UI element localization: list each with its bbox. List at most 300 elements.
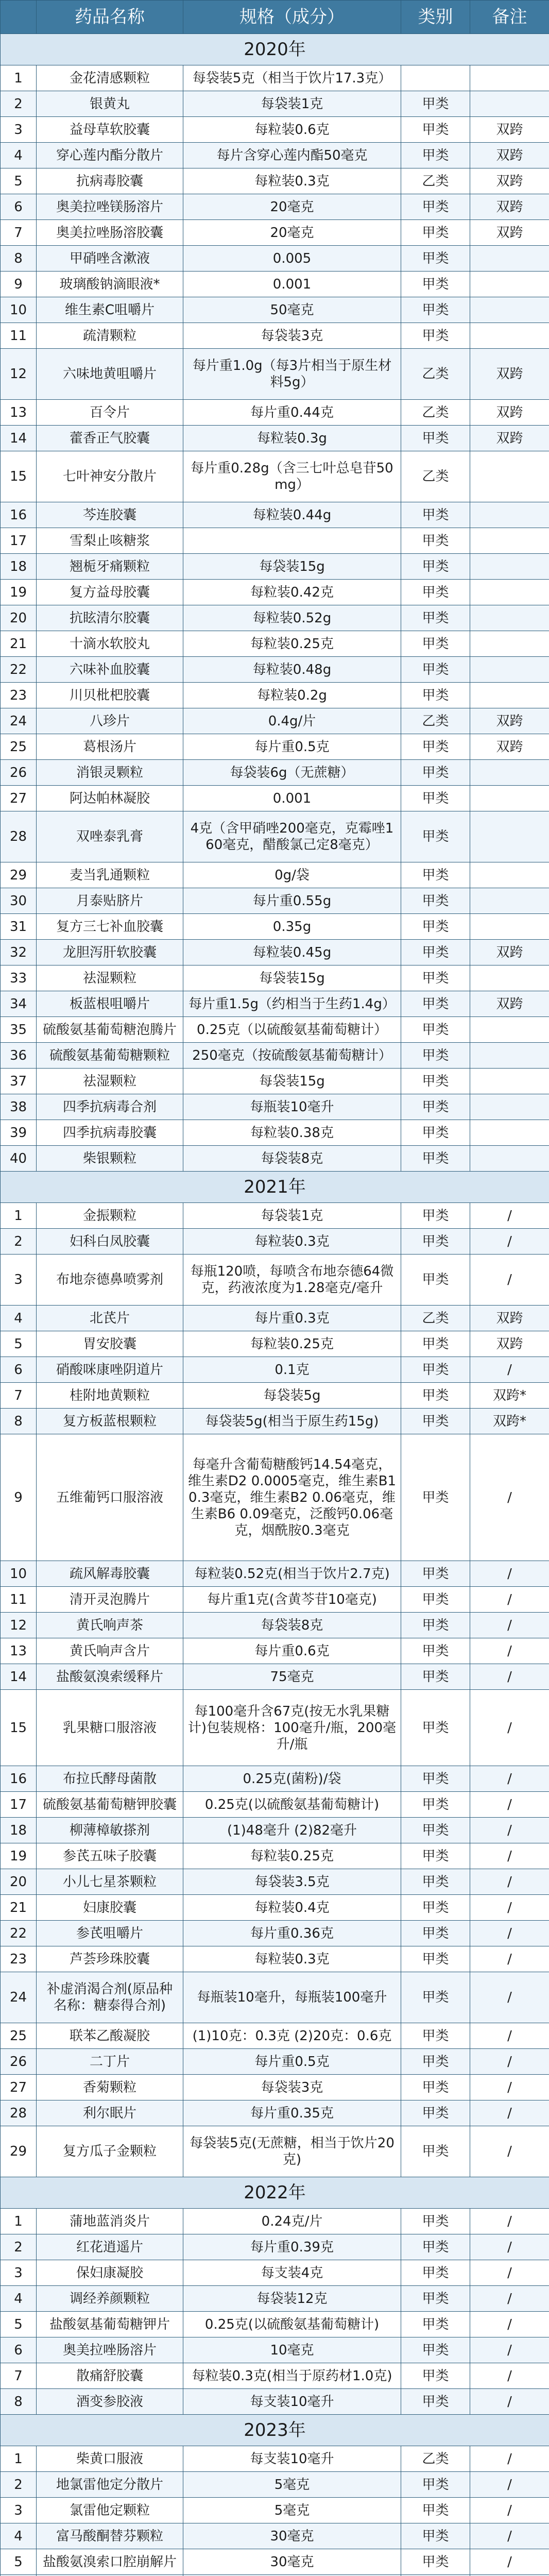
cell-note: 双跨* [470,1383,549,1409]
cell-drug-name: 葛根汤片 [37,734,183,760]
table-row [1,2498,549,2523]
cell-category: 甲类 [401,2260,470,2286]
table-row [1,940,549,965]
cell-note: / [470,2075,549,2100]
cell-note: / [470,2100,549,2126]
cell-specification: 0.25克(菌粉)/袋 [183,1766,401,1792]
cell-drug-name: 柴黄口服液 [37,2446,183,2472]
cell-index: 13 [1,1638,37,1664]
cell-specification: 20毫克 [183,194,401,220]
year-label: 2023年 [1,2415,549,2446]
cell-specification: 每片重0.5克 [183,2049,401,2075]
cell-index: 2 [1,1229,37,1255]
cell-specification: 每片重0.55g [183,888,401,914]
cell-note: / [470,1613,549,1638]
cell-category: 甲类 [401,1120,470,1146]
cell-index: 3 [1,2498,37,2523]
cell-category: 甲类 [401,528,470,554]
cell-drug-name: 奥美拉唑镁肠溶片 [37,194,183,220]
cell-note: 双跨 [470,426,549,451]
cell-drug-name: 祛湿颗粒 [37,965,183,991]
cell-category: 甲类 [401,1690,470,1766]
cell-category: 甲类 [401,1561,470,1587]
cell-drug-name: 红花逍遥片 [37,2234,183,2260]
table-row [1,1587,549,1613]
cell-specification: 每粒装0.6克 [183,117,401,143]
cell-specification: 每片重0.3克 [183,1306,401,1331]
cell-category: 甲类 [401,862,470,888]
cell-specification: 每片重0.28g（含三七叶总皂苷50mg） [183,451,401,502]
cell-index: 1 [1,65,37,91]
cell-drug-name: 四季抗病毒合剂 [37,1094,183,1120]
cell-category: 甲类 [401,965,470,991]
cell-drug-name: 翘栀牙痛颗粒 [37,554,183,580]
cell-note: 双跨 [470,1306,549,1331]
cell-drug-name: 穿心莲内酯分散片 [37,143,183,168]
cell-category: 甲类 [401,605,470,631]
cell-specification: 每片含穿心莲内酯50毫克 [183,143,401,168]
cell-index: 9 [1,1434,37,1561]
cell-note: / [470,2523,549,2549]
cell-note: / [470,1229,549,1255]
cell-drug-name: 联苯乙酸凝胶 [37,2023,183,2049]
cell-category: 甲类 [401,1146,470,1172]
cell-specification: 0.001 [183,786,401,811]
table-row [1,2472,549,2498]
cell-drug-name: 北芪片 [37,1306,183,1331]
cell-index: 22 [1,657,37,683]
cell-note: / [470,2363,549,2389]
cell-index: 4 [1,1306,37,1331]
cell-index: 23 [1,683,37,708]
table-row [1,2337,549,2363]
cell-note [470,631,549,657]
cell-specification: 每粒装0.3克 [183,1946,401,1972]
cell-drug-name: 复方益母胶囊 [37,580,183,605]
cell-note [470,657,549,683]
cell-note: / [470,2209,549,2234]
cell-note [470,1043,549,1069]
cell-index: 6 [1,2337,37,2363]
table-row [1,2446,549,2472]
cell-category: 甲类 [401,246,470,272]
cell-index: 6 [1,194,37,220]
cell-note: / [470,2286,549,2312]
table-row [1,65,549,91]
cell-index: 18 [1,554,37,580]
table-row [1,1434,549,1561]
cell-note [470,888,549,914]
cell-specification: 每片重0.44克 [183,400,401,426]
cell-category [401,65,470,91]
year-label: 2022年 [1,2177,549,2209]
table-row [1,2075,549,2100]
cell-note: / [470,2498,549,2523]
cell-specification: 每袋装3克 [183,323,401,349]
year-label: 2021年 [1,1172,549,1203]
cell-note: / [470,1895,549,1921]
cell-category: 甲类 [401,914,470,940]
cell-category: 甲类 [401,734,470,760]
cell-drug-name: 黄氏响声茶 [37,1613,183,1638]
year-section-row [1,2177,549,2209]
cell-specification: 20毫克 [183,220,401,246]
cell-note: / [470,2023,549,2049]
cell-specification: 0.1克 [183,1357,401,1383]
table-row [1,1766,549,1792]
cell-specification: 0.25克(以硫酸氨基葡萄糖计) [183,1792,401,1818]
cell-category: 甲类 [401,1843,470,1869]
cell-drug-name: 银黄丸 [37,91,183,117]
table-header-row [1,1,549,34]
cell-specification: 每片重1克(含黄芩苷10毫克) [183,1587,401,1613]
table-row [1,91,549,117]
cell-index: 8 [1,246,37,272]
cell-note [470,760,549,786]
cell-category: 甲类 [401,2363,470,2389]
cell-index: 5 [1,1331,37,1357]
cell-drug-name: 龙胆泻肝软胶囊 [37,940,183,965]
cell-category: 甲类 [401,1946,470,1972]
cell-index: 26 [1,760,37,786]
cell-category: 甲类 [401,426,470,451]
cell-index: 17 [1,1792,37,1818]
cell-specification: 每片重1.0g（每3片相当于原生材料5g） [183,349,401,400]
cell-specification: 每支装4克 [183,2260,401,2286]
cell-note: 双跨 [470,940,549,965]
table-row [1,2209,549,2234]
cell-category: 甲类 [401,1357,470,1383]
cell-drug-name: 疏清颗粒 [37,323,183,349]
cell-index: 4 [1,2286,37,2312]
cell-category: 甲类 [401,2234,470,2260]
cell-specification: 每粒装0.52g [183,605,401,631]
cell-category: 甲类 [401,1895,470,1921]
cell-category: 乙类 [401,708,470,734]
cell-note [470,1120,549,1146]
cell-index: 29 [1,2126,37,2177]
cell-note: / [470,2389,549,2415]
cell-drug-name: 阿达帕林凝胶 [37,786,183,811]
cell-drug-name: 氯雷他定颗粒 [37,2498,183,2523]
cell-note: / [470,1972,549,2023]
cell-index: 35 [1,1017,37,1043]
cell-category: 甲类 [401,940,470,965]
cell-drug-name: 布地奈德鼻喷雾剂 [37,1255,183,1306]
cell-index: 2 [1,2234,37,2260]
table-row [1,554,549,580]
cell-note: / [470,2234,549,2260]
cell-note: / [470,2337,549,2363]
table-row [1,760,549,786]
table-row [1,657,549,683]
cell-category: 甲类 [401,91,470,117]
cell-index: 31 [1,914,37,940]
table-row [1,1306,549,1331]
cell-index: 9 [1,272,37,297]
cell-note: 双跨 [470,734,549,760]
cell-drug-name: 盐酸氨溴索口腔崩解片 [37,2549,183,2575]
table-row [1,1664,549,1690]
table-row [1,786,549,811]
cell-drug-name: 抗病毒胶囊 [37,168,183,194]
cell-specification: 每粒装0.44g [183,502,401,528]
cell-specification: 每瓶120喷，每喷含布地奈德64微克，药液浓度为1.28毫克/毫升 [183,1255,401,1306]
cell-note: / [470,1946,549,1972]
cell-specification [183,528,401,554]
cell-drug-name: 五维葡钙口服溶液 [37,1434,183,1561]
cell-drug-name: 盐酸氨溴索缓释片 [37,1664,183,1690]
cell-index: 34 [1,991,37,1017]
cell-specification: 每粒装0.48g [183,657,401,683]
cell-drug-name: 蒲地蓝消炎片 [37,2209,183,2234]
table-row [1,1229,549,1255]
cell-specification: 每袋装5克（相当于饮片17.3克） [183,65,401,91]
cell-note [470,605,549,631]
cell-index: 7 [1,1383,37,1409]
cell-note: / [470,1921,549,1946]
cell-index: 11 [1,323,37,349]
table-row [1,811,549,862]
table-row [1,272,549,297]
table-row [1,965,549,991]
cell-category: 乙类 [401,168,470,194]
cell-category: 甲类 [401,502,470,528]
cell-index: 14 [1,1664,37,1690]
cell-specification: 每袋装1克 [183,1203,401,1229]
cell-index: 7 [1,220,37,246]
table-row [1,349,549,400]
table-row [1,426,549,451]
cell-note: / [470,2312,549,2337]
table-row [1,1972,549,2023]
cell-drug-name: 麦当乳通颗粒 [37,862,183,888]
table-row [1,1357,549,1383]
header-category: 类别 [401,1,470,34]
cell-specification: 每袋装5g(相当于原生药15g) [183,1409,401,1434]
cell-specification: 0.4g/片 [183,708,401,734]
cell-specification: 50毫克 [183,297,401,323]
table-row [1,888,549,914]
cell-index: 37 [1,1069,37,1094]
cell-category: 甲类 [401,1792,470,1818]
cell-drug-name: 胃安胶囊 [37,1331,183,1357]
cell-category: 甲类 [401,272,470,297]
cell-note: / [470,1587,549,1613]
cell-drug-name: 六味补血胶囊 [37,657,183,683]
cell-drug-name: 复方瓜子金颗粒 [37,2126,183,2177]
cell-category: 甲类 [401,143,470,168]
table-row [1,1017,549,1043]
cell-drug-name: 甲硝唑含漱液 [37,246,183,272]
cell-category: 甲类 [401,1094,470,1120]
cell-specification: 4克（含甲硝唑200毫克，克霉唑160毫克，醋酸氯己定8毫克） [183,811,401,862]
cell-drug-name: 妇康胶囊 [37,1895,183,1921]
cell-drug-name: 金花清感颗粒 [37,65,183,91]
cell-category: 甲类 [401,786,470,811]
cell-specification: 每粒装0.2g [183,683,401,708]
cell-index: 33 [1,965,37,991]
cell-category: 甲类 [401,297,470,323]
table-row [1,143,549,168]
cell-index: 5 [1,2312,37,2337]
cell-drug-name: 祛湿颗粒 [37,1069,183,1094]
table-row [1,1638,549,1664]
cell-specification: 每袋装8克 [183,1146,401,1172]
cell-index: 4 [1,143,37,168]
cell-note: 双跨 [470,349,549,400]
table-row [1,323,549,349]
cell-note [470,91,549,117]
cell-index: 14 [1,426,37,451]
cell-drug-name: 板蓝根咀嚼片 [37,991,183,1017]
cell-drug-name: 奥美拉唑肠溶胶囊 [37,220,183,246]
header-specification: 规格（成分） [183,1,401,34]
cell-note: / [470,1766,549,1792]
cell-category: 甲类 [401,2075,470,2100]
cell-specification: 每支装10毫升 [183,2446,401,2472]
cell-drug-name: 参芪咀嚼片 [37,1921,183,1946]
cell-note: / [470,1255,549,1306]
cell-drug-name: 补虚消渴合剂(原品种名称：糖泰得合剂) [37,1972,183,2023]
cell-category: 甲类 [401,2023,470,2049]
cell-index: 30 [1,888,37,914]
cell-note: / [470,2126,549,2177]
table-row [1,1043,549,1069]
cell-note: / [470,1818,549,1843]
cell-note [470,862,549,888]
header-note: 备注 [470,1,549,34]
cell-index: 27 [1,786,37,811]
cell-category: 甲类 [401,2126,470,2177]
cell-note: 双跨* [470,1409,549,1434]
cell-note: / [470,1690,549,1766]
cell-category: 甲类 [401,631,470,657]
cell-category: 甲类 [401,117,470,143]
cell-drug-name: 硫酸氨基葡萄糖钾胶囊 [37,1792,183,1818]
cell-specification: (1)10克：0.3克 (2)20克：0.6克 [183,2023,401,2049]
cell-drug-name: 小儿七星茶颗粒 [37,1869,183,1895]
cell-note: 双跨 [470,168,549,194]
year-section-row [1,1172,549,1203]
cell-drug-name: 散痛舒胶囊 [37,2363,183,2389]
table-row [1,1331,549,1357]
cell-note [470,914,549,940]
table-row [1,2023,549,2049]
cell-drug-name: 参芪五味子胶囊 [37,1843,183,1869]
cell-drug-name: 布拉氏酵母菌散 [37,1766,183,1792]
cell-drug-name: 富马酸酮替芬颗粒 [37,2523,183,2549]
year-section-row [1,2415,549,2446]
cell-specification: 每袋装5克(无蔗糖，相当于饮片20克) [183,2126,401,2177]
cell-specification: 每粒装0.4克 [183,1895,401,1921]
table-row [1,2549,549,2575]
table-row [1,1895,549,1921]
cell-category: 甲类 [401,1664,470,1690]
cell-category: 甲类 [401,220,470,246]
cell-note: 双跨 [470,991,549,1017]
cell-index: 3 [1,2260,37,2286]
table-row [1,580,549,605]
cell-index: 15 [1,1690,37,1766]
cell-note [470,683,549,708]
table-row [1,2286,549,2312]
cell-drug-name: 藿香正气胶囊 [37,426,183,451]
cell-drug-name: 百令片 [37,400,183,426]
cell-drug-name: 芩连胶囊 [37,502,183,528]
cell-specification: 75毫克 [183,1664,401,1690]
cell-note: / [470,2446,549,2472]
table-row [1,2234,549,2260]
table-row [1,991,549,1017]
cell-note [470,1146,549,1172]
cell-index: 6 [1,1357,37,1383]
cell-specification: 每粒装0.3克 [183,168,401,194]
cell-specification: 0.25克（以硫酸氨基葡萄糖计） [183,1017,401,1043]
cell-specification: 5毫克 [183,2472,401,2498]
cell-drug-name: 八珍片 [37,708,183,734]
cell-drug-name: 乳果糖口服溶液 [37,1690,183,1766]
cell-index: 40 [1,1146,37,1172]
cell-category: 甲类 [401,2049,470,2075]
cell-category: 甲类 [401,554,470,580]
cell-note: 双跨 [470,117,549,143]
cell-index: 20 [1,605,37,631]
cell-note [470,786,549,811]
cell-drug-name: 双唑泰乳膏 [37,811,183,862]
cell-category: 甲类 [401,2472,470,2498]
cell-note: / [470,1203,549,1229]
cell-note [470,502,549,528]
cell-index: 22 [1,1921,37,1946]
cell-note [470,297,549,323]
cell-note: / [470,1434,549,1561]
cell-specification: 0.005 [183,246,401,272]
cell-note: / [470,2260,549,2286]
cell-category: 乙类 [401,451,470,502]
cell-index: 18 [1,1818,37,1843]
cell-category: 甲类 [401,1043,470,1069]
cell-drug-name: 硝酸咪康唑阴道片 [37,1357,183,1383]
cell-category: 甲类 [401,580,470,605]
cell-drug-name: 柳薄樟敏搽剂 [37,1818,183,1843]
cell-category: 甲类 [401,1818,470,1843]
cell-note: 双跨 [470,708,549,734]
cell-specification: 每片重0.35克 [183,2100,401,2126]
cell-note: 双跨 [470,1331,549,1357]
cell-specification: 每粒装0.38克 [183,1120,401,1146]
cell-category: 甲类 [401,2523,470,2549]
table-body [1,34,549,2576]
cell-category: 甲类 [401,811,470,862]
cell-drug-name: 复方三七补血胶囊 [37,914,183,940]
table-row [1,1869,549,1895]
table-row [1,734,549,760]
cell-drug-name: 柴银颗粒 [37,1146,183,1172]
cell-category: 甲类 [401,323,470,349]
cell-specification: 0g/袋 [183,862,401,888]
cell-category: 甲类 [401,760,470,786]
cell-index: 21 [1,1895,37,1921]
cell-note: / [470,1843,549,1869]
cell-note [470,580,549,605]
cell-index: 3 [1,1255,37,1306]
cell-specification: 每毫升含葡萄糖酸钙14.54毫克，维生素D2 0.0005毫克，维生素B1 0.3毫克，维生素B2 0.06毫克，维生素B6 0.09毫克，泛酸钙0.06毫克，烟酰胺0.3毫克 [183,1434,401,1561]
cell-drug-name: 芦荟珍珠胶囊 [37,1946,183,1972]
cell-note [470,554,549,580]
cell-index: 4 [1,2523,37,2549]
cell-specification: 每粒装0.25克 [183,1331,401,1357]
